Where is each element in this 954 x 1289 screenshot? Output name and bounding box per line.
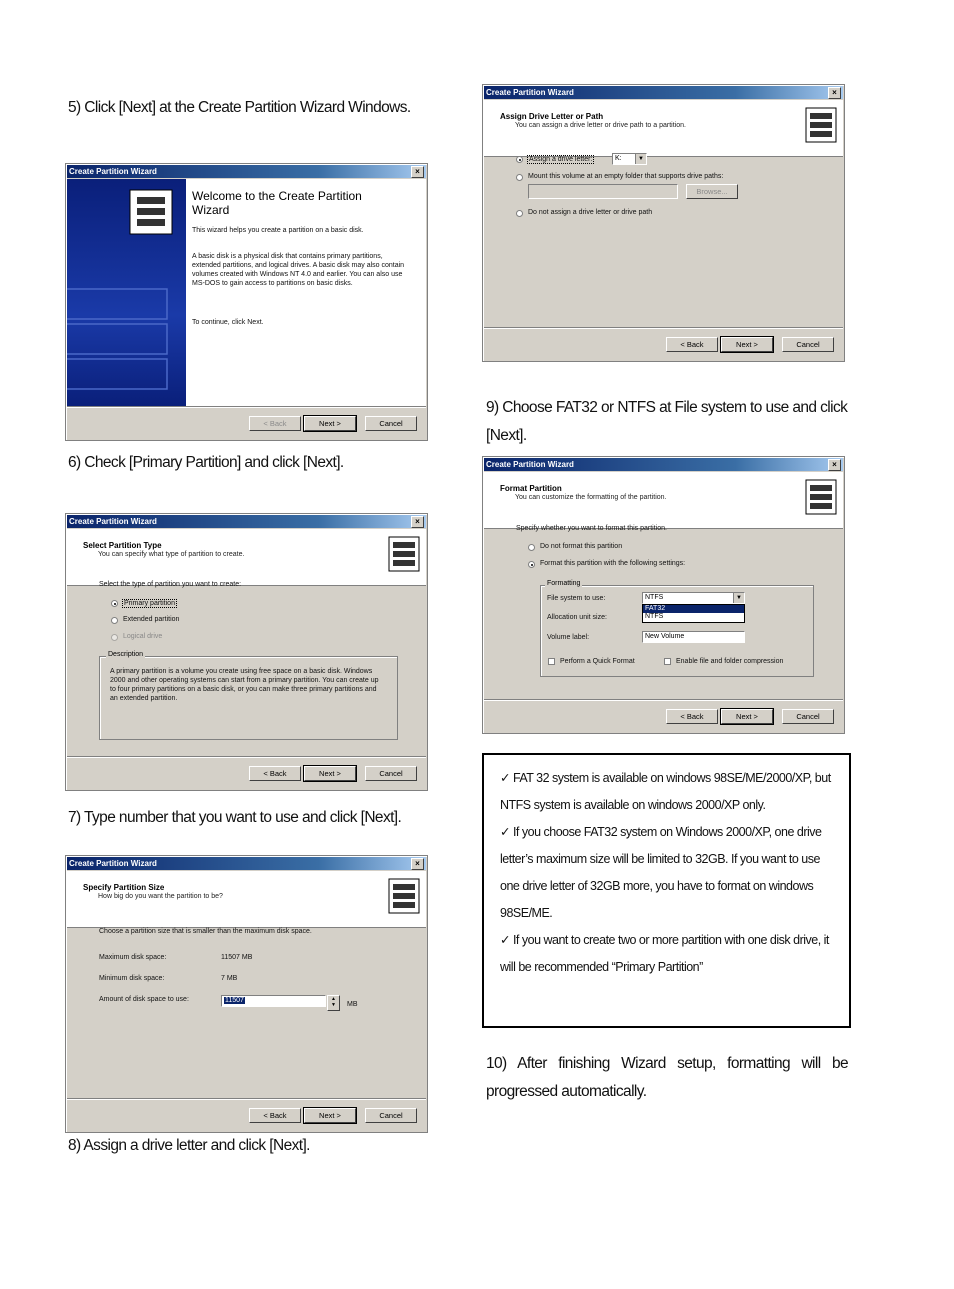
browse-button: Browse... bbox=[686, 184, 738, 199]
cancel-button[interactable]: Cancel bbox=[365, 766, 417, 781]
quick-format-checkbox[interactable] bbox=[548, 658, 555, 665]
step6-caption: 6) Check [Primary Partition] and click [Next]. bbox=[68, 454, 344, 471]
welcome-dialog bbox=[65, 163, 428, 441]
description-group bbox=[99, 651, 398, 740]
assign-letter-label[interactable]: Assign a drive letter: bbox=[529, 156, 593, 163]
window-title: Create Partition Wizard bbox=[69, 167, 157, 176]
welcome-body: A basic disk is a physical disk that contains primary partitions, extended partitions, and logical drives. A basic disk may also contain volumes created with Windows NT 4.0 and earlier. You can also use MS-DOS to gain access to partitions on basic disks. bbox=[192, 253, 405, 287]
welcome-continue: To continue, click Next. bbox=[192, 319, 264, 326]
cancel-button[interactable]: Cancel bbox=[365, 1108, 417, 1123]
next-button[interactable]: Next > bbox=[304, 416, 356, 431]
format-label[interactable]: Format this partition with the following settings: bbox=[540, 560, 686, 567]
disk-icon bbox=[388, 878, 420, 914]
fs-option-fat32[interactable]: FAT32 bbox=[643, 605, 744, 613]
mount-folder-label[interactable]: Mount this volume at an empty folder that supports drive paths: bbox=[528, 173, 724, 180]
wizard-header bbox=[67, 871, 426, 928]
note-item: ✓ FAT 32 system is available on windows 98SE/ME/2000/XP, but NTFS system is available on windows 2000/XP only. bbox=[500, 771, 831, 812]
close-icon[interactable]: × bbox=[411, 166, 424, 178]
disk-icon bbox=[129, 189, 173, 235]
next-button[interactable]: Next > bbox=[721, 709, 773, 724]
file-system-value: NTFS bbox=[645, 594, 664, 601]
extended-partition-radio[interactable] bbox=[111, 617, 118, 624]
wizard-header bbox=[484, 100, 843, 157]
file-system-dropdown[interactable] bbox=[642, 604, 745, 623]
max-space-label: Maximum disk space: bbox=[99, 954, 167, 961]
page-subtitle: You can specify what type of partition to create. bbox=[98, 551, 245, 558]
logical-drive-label: Logical drive bbox=[123, 633, 163, 640]
mount-folder-radio[interactable] bbox=[516, 174, 523, 181]
volume-label-label: Volume label: bbox=[547, 634, 590, 641]
page-title: Specify Partition Size bbox=[83, 883, 165, 892]
amount-label: Amount of disk space to use: bbox=[99, 996, 189, 1003]
divider bbox=[67, 756, 426, 757]
page-subtitle: How big do you want the partition to be? bbox=[98, 893, 223, 900]
fs-option-ntfs[interactable]: NTFS bbox=[645, 613, 664, 620]
divider bbox=[67, 1098, 426, 1099]
description-label: Description bbox=[108, 651, 144, 658]
page-subtitle: You can assign a drive letter or drive path to a partition. bbox=[515, 122, 686, 129]
disk-icon bbox=[388, 536, 420, 572]
format-radio[interactable] bbox=[528, 561, 535, 568]
min-space-value: 7 MB bbox=[221, 975, 238, 982]
wizard-header bbox=[484, 472, 843, 529]
divider bbox=[67, 406, 426, 407]
window-title: Create Partition Wizard bbox=[69, 517, 157, 526]
primary-partition-radio[interactable] bbox=[111, 600, 118, 607]
amount-input[interactable] bbox=[221, 995, 326, 1007]
no-format-radio[interactable] bbox=[528, 544, 535, 551]
primary-partition-label[interactable]: Primary partition bbox=[124, 600, 175, 607]
step5-caption: 5) Click [Next] at the Create Partition Wizard Windows. bbox=[68, 99, 411, 116]
wizard-header bbox=[67, 529, 426, 586]
amount-unit: MB bbox=[347, 1001, 358, 1008]
note-item: ✓ If you want to create two or more partition with one disk drive, it will be recommended “Primary Partition” bbox=[500, 933, 829, 974]
mount-path-input bbox=[528, 184, 678, 199]
volume-label-input[interactable]: New Volume bbox=[642, 631, 745, 643]
drive-letter-dialog bbox=[482, 84, 845, 362]
title-bar bbox=[484, 458, 843, 471]
compression-checkbox[interactable] bbox=[664, 658, 671, 665]
quick-format-label[interactable]: Perform a Quick Format bbox=[560, 658, 635, 665]
divider bbox=[484, 699, 843, 700]
type-prompt: Select the type of partition you want to create: bbox=[99, 581, 242, 588]
notes-text bbox=[500, 765, 840, 981]
notes-box bbox=[482, 753, 851, 1028]
back-button[interactable]: < Back bbox=[666, 709, 718, 724]
back-button[interactable]: < Back bbox=[249, 766, 301, 781]
drive-letter-select[interactable] bbox=[612, 153, 647, 165]
note-item: ✓ If you choose FAT32 system on Windows 2000/XP, one drive letter’s maximum size will be limited to 32GB. If you want to use one drive letter of 32GB more, you have to format on windows 98SE/ME. bbox=[500, 825, 822, 920]
page-title: Assign Drive Letter or Path bbox=[500, 112, 604, 121]
cancel-button[interactable]: Cancel bbox=[782, 709, 834, 724]
min-space-label: Minimum disk space: bbox=[99, 975, 165, 982]
no-letter-label[interactable]: Do not assign a drive letter or drive path bbox=[528, 209, 653, 216]
compression-label[interactable]: Enable file and folder compression bbox=[676, 658, 784, 665]
back-button[interactable]: < Back bbox=[249, 416, 301, 431]
wizard-banner bbox=[67, 179, 186, 406]
close-icon[interactable]: × bbox=[411, 858, 424, 870]
next-button[interactable]: Next > bbox=[304, 766, 356, 781]
step10-caption: 10) After finishing Wizard setup, formatting will be progressed automatically. bbox=[486, 1055, 848, 1100]
drive-letter-value: K: bbox=[615, 155, 622, 162]
close-icon[interactable]: × bbox=[411, 516, 424, 528]
extended-partition-label[interactable]: Extended partition bbox=[123, 616, 180, 623]
size-prompt: Choose a partition size that is smaller than the maximum disk space. bbox=[99, 928, 312, 935]
next-button[interactable]: Next > bbox=[721, 337, 773, 352]
allocation-size-label: Allocation unit size: bbox=[547, 614, 607, 621]
description-text: A primary partition is a volume you create using free space on a basic disk. Windows 2000 and other operating systems can start from a primary partition. You can create up to four primary partitions on a basic disk, or you can make three primary partitions and an extended partition. bbox=[110, 668, 379, 702]
disk-icon bbox=[805, 479, 837, 515]
step8-caption: 8) Assign a drive letter and click [Next]. bbox=[68, 1137, 310, 1154]
logical-drive-radio bbox=[111, 634, 118, 641]
step9-caption: 9) Choose FAT32 or NTFS at File system to use and click [Next]. bbox=[486, 399, 848, 444]
no-letter-radio[interactable] bbox=[516, 210, 523, 217]
format-partition-dialog bbox=[482, 456, 845, 734]
formatting-group bbox=[540, 580, 814, 677]
back-button[interactable]: < Back bbox=[666, 337, 718, 352]
next-button[interactable]: Next > bbox=[304, 1108, 356, 1123]
no-format-label[interactable]: Do not format this partition bbox=[540, 543, 623, 550]
format-prompt: Specify whether you want to format this partition. bbox=[516, 525, 667, 532]
close-icon[interactable]: × bbox=[828, 459, 841, 471]
chevron-down-icon[interactable]: ▼ bbox=[635, 154, 646, 164]
cancel-button[interactable]: Cancel bbox=[782, 337, 834, 352]
formatting-label: Formatting bbox=[547, 580, 581, 587]
window-title: Create Partition Wizard bbox=[69, 859, 157, 868]
partition-size-dialog bbox=[65, 855, 428, 1133]
title-bar bbox=[484, 86, 843, 99]
file-system-label: File system to use: bbox=[547, 595, 606, 602]
close-icon[interactable]: × bbox=[828, 87, 841, 99]
page-subtitle: You can customize the formatting of the partition. bbox=[515, 494, 667, 501]
page-title: Select Partition Type bbox=[83, 541, 162, 550]
step7-caption: 7) Type number that you want to use and click [Next]. bbox=[68, 809, 402, 826]
title-bar bbox=[67, 515, 426, 528]
window-title: Create Partition Wizard bbox=[486, 88, 574, 97]
title-bar bbox=[67, 857, 426, 870]
window-title: Create Partition Wizard bbox=[486, 460, 574, 469]
chevron-down-icon[interactable]: ▼ bbox=[733, 593, 744, 603]
welcome-content bbox=[186, 179, 426, 406]
partition-type-dialog bbox=[65, 513, 428, 791]
back-button[interactable]: < Back bbox=[249, 1108, 301, 1123]
title-bar bbox=[67, 165, 426, 178]
file-system-select[interactable] bbox=[642, 592, 745, 604]
amount-value: 11507 bbox=[225, 997, 244, 1004]
cancel-button[interactable]: Cancel bbox=[365, 416, 417, 431]
max-space-value: 11507 MB bbox=[221, 954, 253, 961]
amount-spinner[interactable]: ▲ ▼ bbox=[327, 995, 340, 1011]
welcome-heading: Welcome to the Create Partition Wizard bbox=[192, 189, 362, 217]
welcome-intro: This wizard helps you create a partition on a basic disk. bbox=[192, 227, 364, 234]
assign-letter-radio[interactable] bbox=[516, 156, 523, 163]
page-title: Format Partition bbox=[500, 484, 562, 493]
disk-icon bbox=[805, 107, 837, 143]
divider bbox=[484, 327, 843, 328]
